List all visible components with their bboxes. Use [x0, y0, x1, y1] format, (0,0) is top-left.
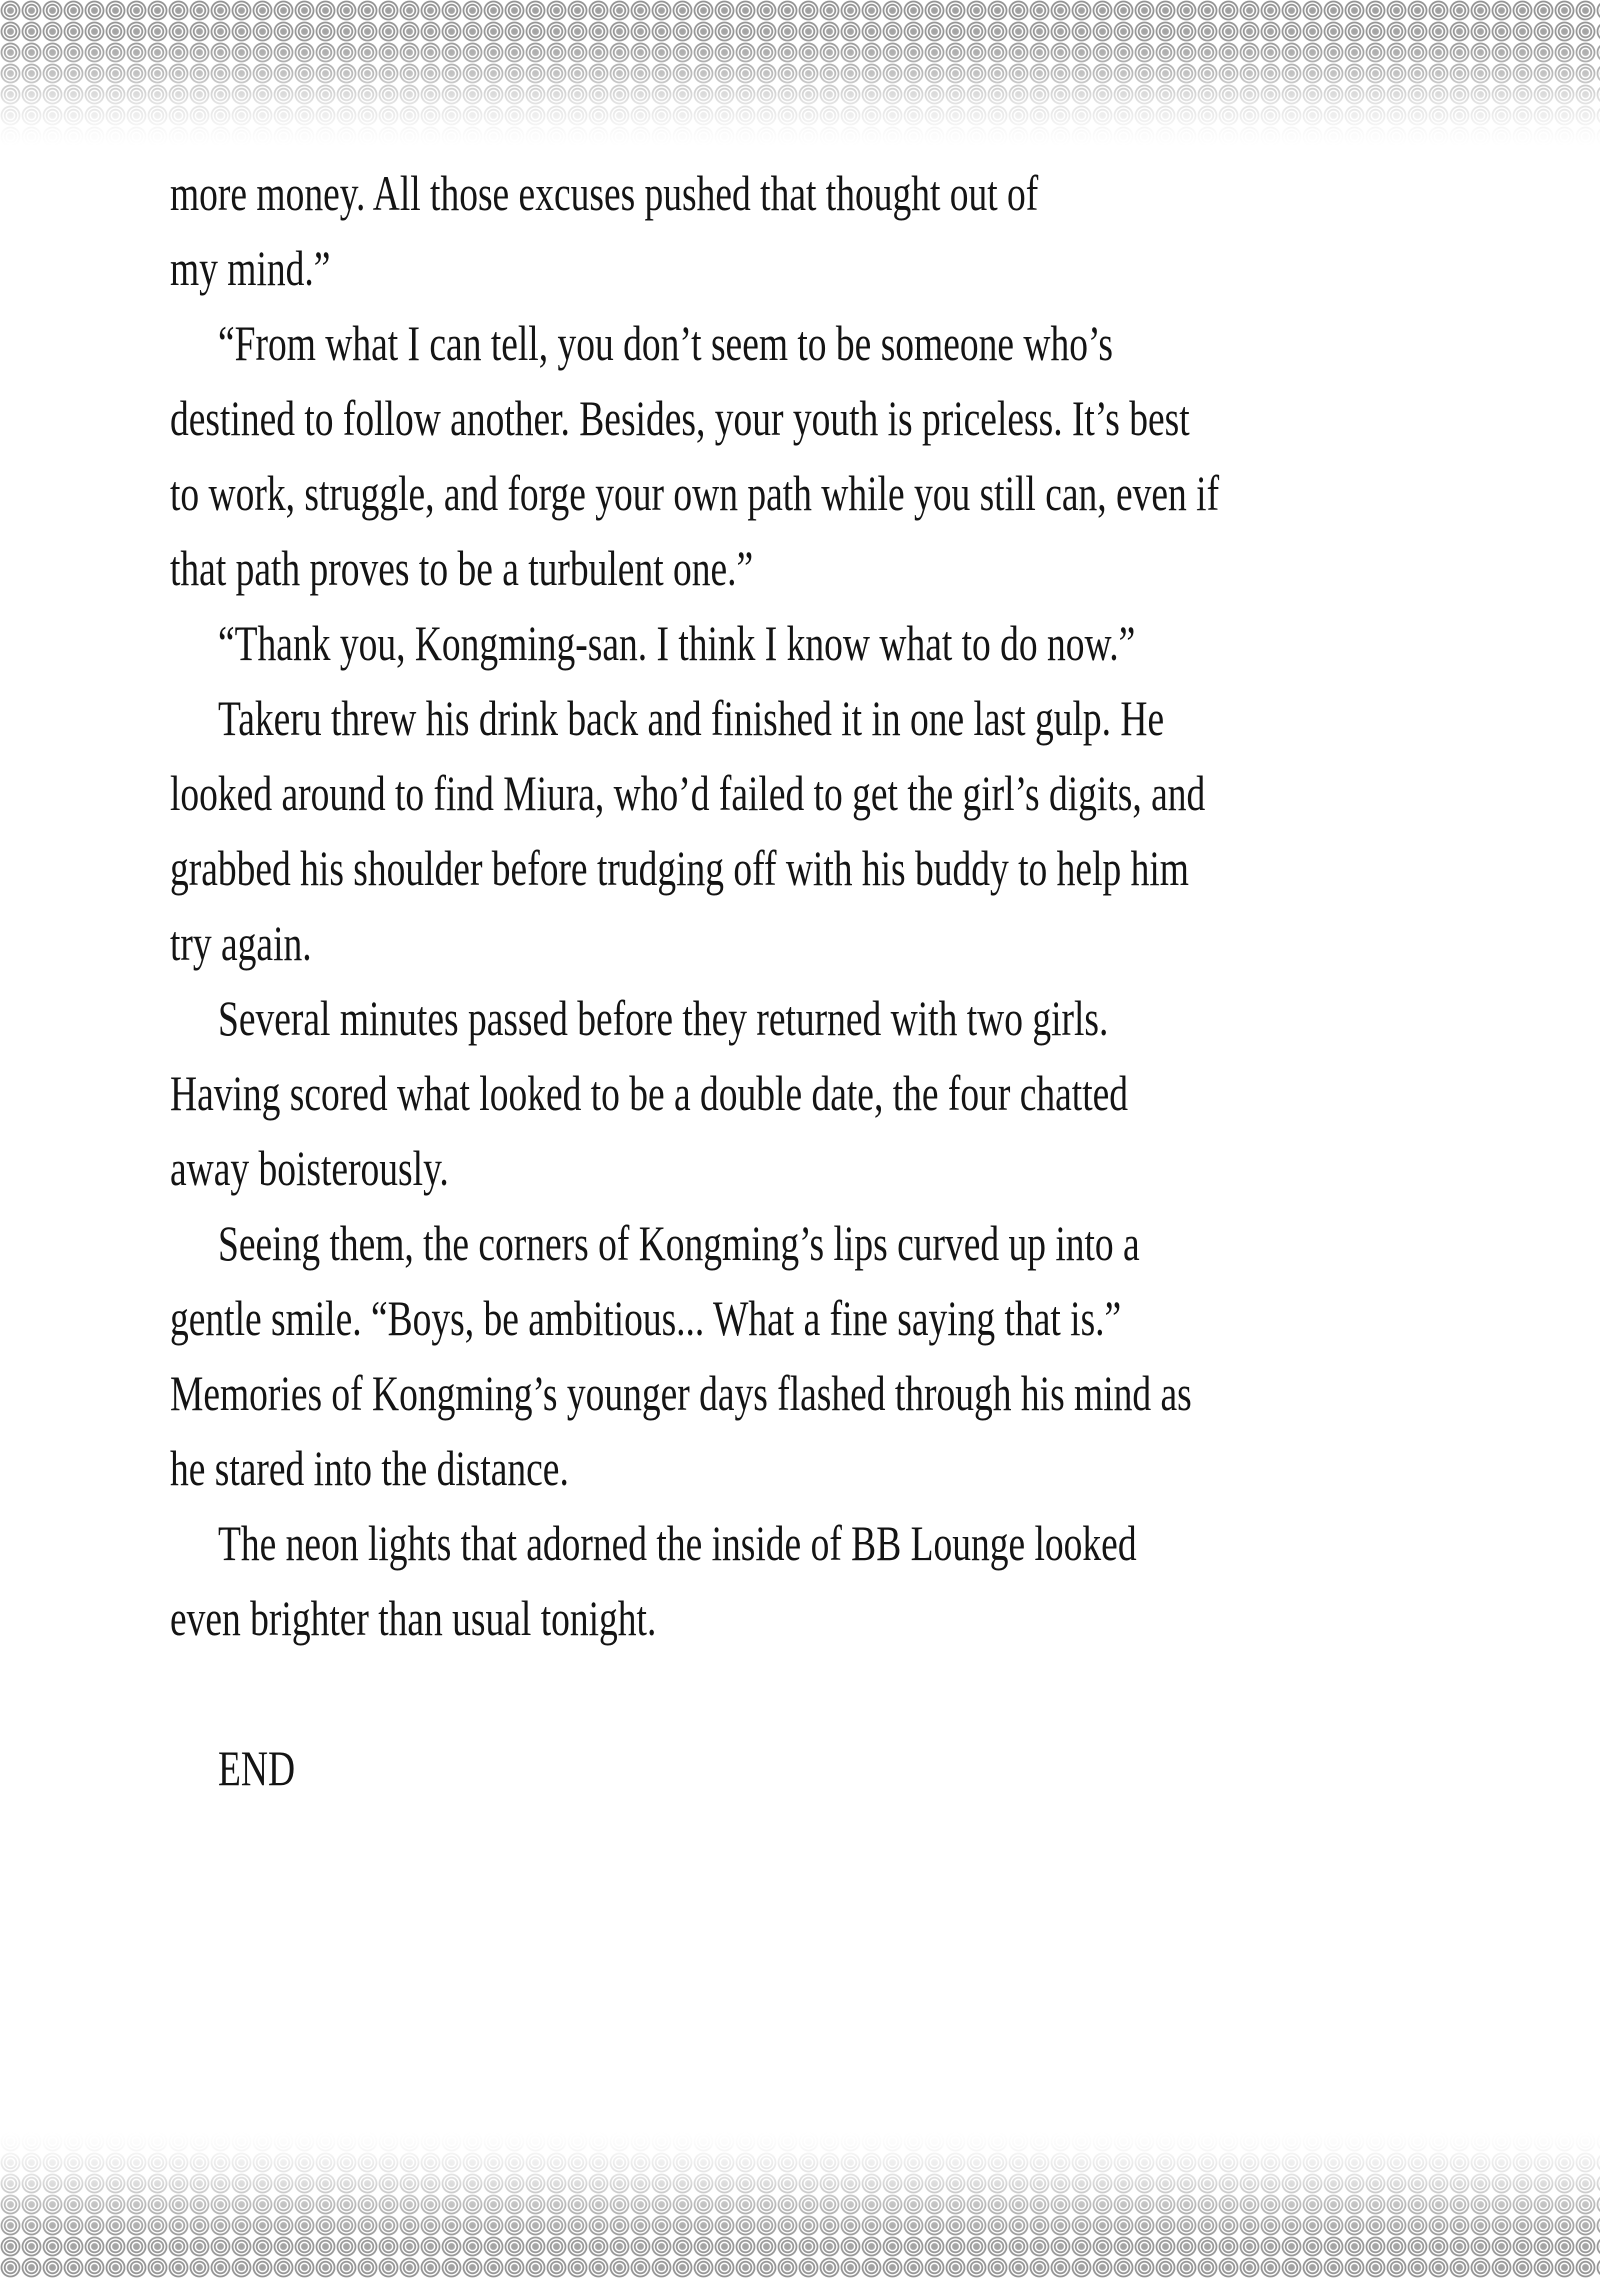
paragraph — [170, 1731, 1490, 1806]
text-line: grabbed his shoulder before trudging off with his buddy to help him — [170, 840, 1189, 896]
text-line: destined to follow another. Besides, your youth is priceless. It’s best — [170, 390, 1190, 446]
text-line: he stared into the distance. — [170, 1440, 569, 1496]
top-ornament-band — [0, 0, 1600, 150]
text-line: Having scored what looked to be a double date, the four chatted — [170, 1065, 1129, 1121]
text-line: to work, struggle, and forge your own path while you still can, even if — [170, 465, 1220, 521]
text-line: even brighter than usual tonight. — [170, 1590, 657, 1646]
text-line: looked around to find Miura, who’d failed to get the girl’s digits, and — [170, 765, 1206, 821]
text-line: Seeing them, the corners of Kongming’s lips curved up into a — [218, 1215, 1140, 1271]
text-line: my mind.” — [170, 240, 331, 296]
text-line: that path proves to be a turbulent one.” — [170, 540, 754, 596]
text-line: “From what I can tell, you don’t seem to be someone who’s — [218, 315, 1113, 371]
text-line: “Thank you, Kongming-san. I think I know what to do now.” — [218, 615, 1136, 671]
text-line: The neon lights that adorned the inside of BB Lounge looked — [218, 1515, 1137, 1571]
paragraph — [170, 681, 1490, 981]
bottom-ornament-band — [0, 2128, 1600, 2278]
paragraph — [170, 1206, 1490, 1506]
text-line: Several minutes passed before they returned with two girls. — [218, 990, 1109, 1046]
end-marker: END — [218, 1740, 296, 1796]
text-line: Memories of Kongming’s younger days flashed through his mind as — [170, 1365, 1192, 1421]
text-line: gentle smile. “Boys, be ambitious... What a fine saying that is.” — [170, 1290, 1122, 1346]
paragraph — [170, 1506, 1490, 1656]
text-block — [170, 156, 1490, 1806]
text-line: away boisterously. — [170, 1140, 449, 1196]
paragraph — [170, 156, 1490, 306]
paragraph — [170, 981, 1490, 1206]
text-line: try again. — [170, 915, 312, 971]
text-line: more money. All those excuses pushed that thought out of — [170, 165, 1039, 221]
paragraph — [170, 606, 1490, 681]
paragraph — [170, 306, 1490, 606]
text-line: Takeru threw his drink back and finished it in one last gulp. He — [218, 690, 1165, 746]
